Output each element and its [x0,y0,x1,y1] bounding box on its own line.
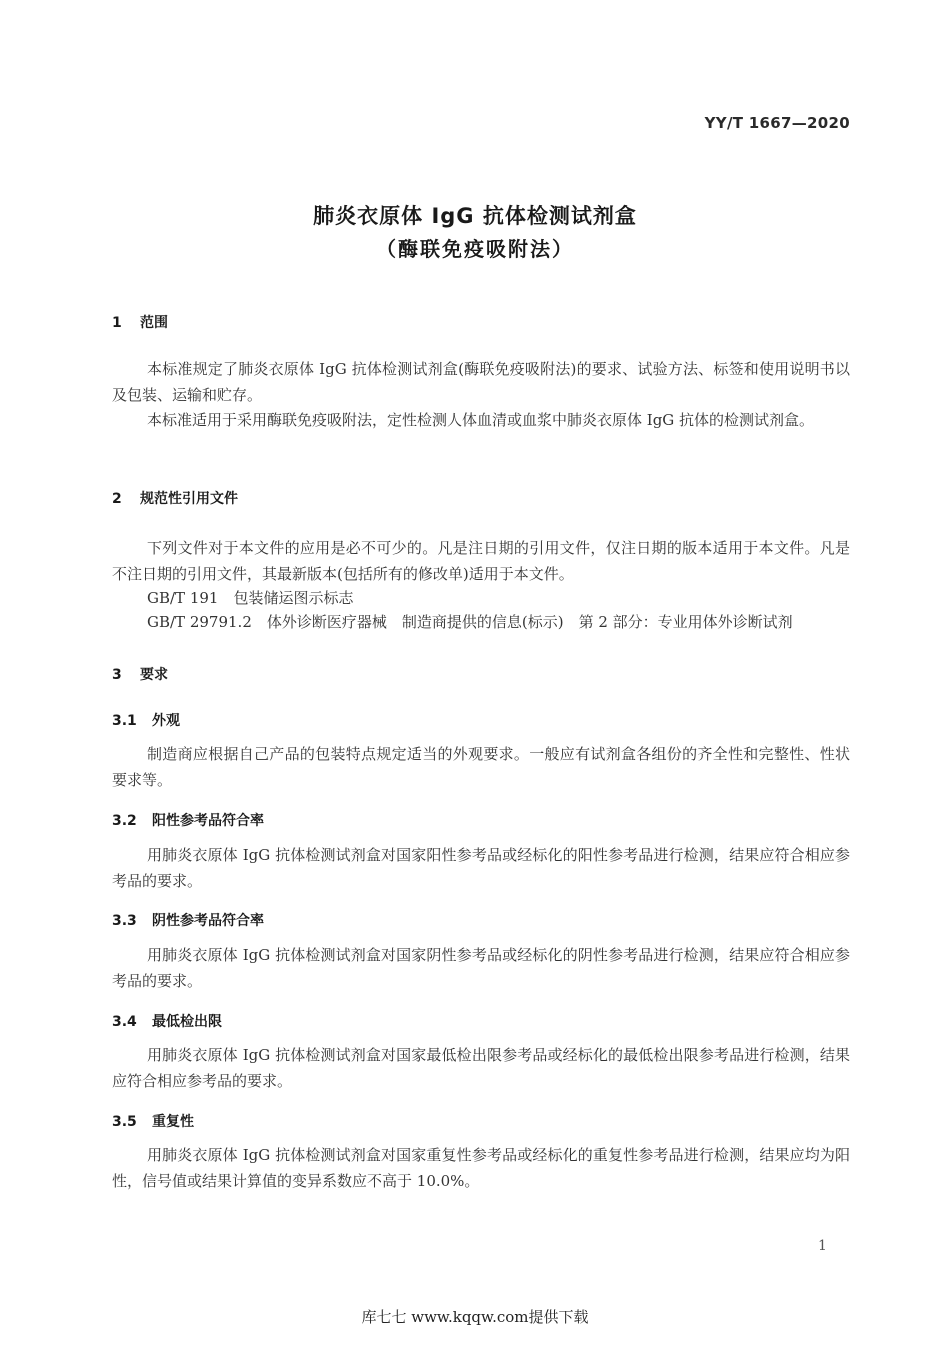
reference-item: GB/T 29791.2 体外诊断医疗器械 制造商提供的信息(标示) 第 2 部分：专业用体外诊断试剂 [147,613,793,631]
reference-item: GB/T 191 包装储运图示标志 [147,589,354,607]
section-number: 3.3 [112,913,137,929]
section-title: 最低检出限 [152,1014,222,1030]
positive-rate-paragraph: 用肺炎衣原体 IgG 抗体检测试剂盒对国家阳性参考品或经标化的阳性参考品进行检测，结果应符合相应参考品的要求。 [112,846,850,890]
negative-rate-paragraph: 用肺炎衣原体 IgG 抗体检测试剂盒对国家阴性参考品或经标化的阴性参考品进行检测，结果应符合相应参考品的要求。 [112,946,850,990]
document-title: 肺炎衣原体 IgG 抗体检测试剂盒 [313,204,637,228]
section-heading-references [112,488,238,508]
page-number: 1 [818,1238,827,1254]
section-title: 阴性参考品符合率 [152,913,264,929]
standard-number: YY/T 1667—2020 [704,114,850,132]
section-number: 3 [112,667,122,683]
subsection-heading-detection-limit [112,1011,222,1031]
section-heading-scope [112,312,168,332]
section-number: 1 [112,315,122,331]
section-number: 2 [112,491,122,507]
subsection-heading-appearance [112,710,180,730]
section-title: 阳性参考品符合率 [152,813,264,829]
subsection-heading-negative-rate [112,910,264,930]
section-title: 要求 [140,667,168,683]
section-title: 外观 [152,713,180,729]
section-number: 3.4 [112,1014,137,1030]
scope-paragraph-1: 本标准规定了肺炎衣原体 IgG 抗体检测试剂盒(酶联免疫吸附法)的要求、试验方法、标签和使用说明书以及包装、运输和贮存。 [112,360,850,404]
subsection-heading-repeatability [112,1111,194,1131]
section-title: 范围 [140,315,168,331]
detection-limit-paragraph: 用肺炎衣原体 IgG 抗体检测试剂盒对国家最低检出限参考品或经标化的最低检出限参考品进行检测，结果应符合相应参考品的要求。 [112,1046,850,1090]
section-title: 重复性 [152,1114,194,1130]
appearance-paragraph: 制造商应根据自己产品的包装特点规定适当的外观要求。一般应有试剂盒各组份的齐全性和完整性、性状要求等。 [112,745,850,789]
section-heading-requirements [112,664,168,684]
document-subtitle: （酶联免疫吸附法） [376,237,574,261]
subsection-heading-positive-rate [112,810,264,830]
section-title: 规范性引用文件 [140,491,238,507]
section-number: 3.1 [112,713,137,729]
references-paragraph: 下列文件对于本文件的应用是必不可少的。凡是注日期的引用文件，仅注日期的版本适用于本文件。凡是不注日期的引用文件，其最新版本(包括所有的修改单)适用于本文件。 [112,539,850,583]
scope-paragraph-2: 本标准适用于采用酶联免疫吸附法，定性检测人体血清或血浆中肺炎衣原体 IgG 抗体的检测试剂盒。 [147,411,815,429]
repeatability-paragraph: 用肺炎衣原体 IgG 抗体检测试剂盒对国家重复性参考品或经标化的重复性参考品进行检测，结果应均为阳性，信号值或结果计算值的变异系数应不高于 10.0%。 [112,1146,850,1190]
section-number: 3.5 [112,1114,137,1130]
download-footer: 库七七 www.kqqw.com提供下载 [361,1308,589,1326]
section-number: 3.2 [112,813,137,829]
